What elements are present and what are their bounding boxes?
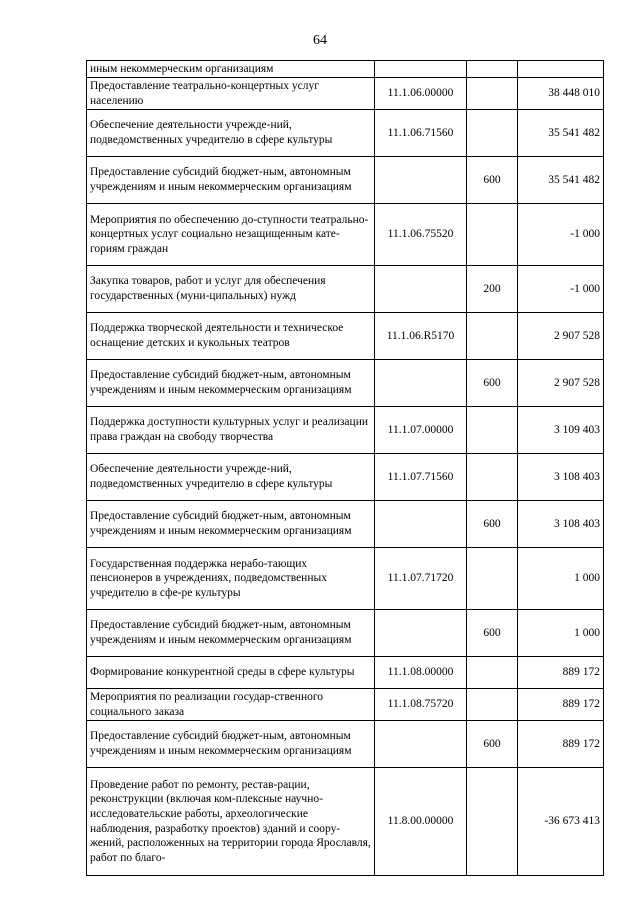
row-expense-type-cell [467,204,518,266]
row-expense-type-cell [467,657,518,689]
row-expense-type-cell: 200 [467,266,518,313]
row-code-cell: 11.1.06.00000 [375,78,467,110]
row-expense-type-cell [467,78,518,110]
row-name-cell: Предоставление субсидий бюджет-ным, автономным учреждениям и иным некоммерческим организациям [87,360,375,407]
row-expense-type-cell [467,407,518,454]
row-sum-cell: 889 172 [518,689,604,721]
row-code-cell [375,157,467,204]
page-number: 64 [313,33,327,48]
row-name-cell: Поддержка творческой деятельности и техническое оснащение детских и кукольных театров [87,313,375,360]
row-expense-type-cell [467,768,518,876]
row-name-cell: Обеспечение деятельности учрежде-ний, подведомственных учредителю в сфере культуры [87,454,375,501]
table-row [87,454,604,501]
row-name-cell: Поддержка доступности культурных услуг и реализации права граждан на свободу творчества [87,407,375,454]
table-row [87,689,604,721]
row-sum-cell: 3 108 403 [518,501,604,548]
budget-table [86,60,604,876]
row-code-cell [375,266,467,313]
row-expense-type-cell [467,454,518,501]
table-row [87,157,604,204]
table-row [87,110,604,157]
row-expense-type-cell [467,689,518,721]
row-expense-type-cell [467,548,518,610]
row-sum-cell: 38 448 010 [518,78,604,110]
row-code-cell [375,721,467,768]
row-name-cell: Государственная поддержка нерабо-тающих пенсионеров в учреждениях, подведомственных учредителю в сфе-ре культуры [87,548,375,610]
row-name-cell: Закупка товаров, работ и услуг для обеспечения государственных (муни-ципальных) нужд [87,266,375,313]
table-row [87,204,604,266]
row-code-cell [375,360,467,407]
row-code-cell: 11.8.00.00000 [375,768,467,876]
row-expense-type-cell: 600 [467,721,518,768]
row-sum-cell: 35 541 482 [518,157,604,204]
row-code-cell [375,501,467,548]
row-sum-cell: 889 172 [518,721,604,768]
row-expense-type-cell [467,110,518,157]
row-sum-cell: 3 108 403 [518,454,604,501]
table-row [87,78,604,110]
row-code-cell: 11.1.07.71560 [375,454,467,501]
row-expense-type-cell: 600 [467,501,518,548]
row-name-cell: Формирование конкурентной среды в сфере культуры [87,657,375,689]
table-row [87,548,604,610]
row-code-cell [375,610,467,657]
table-row [87,61,604,78]
budget-table-body [87,61,604,876]
row-expense-type-cell: 600 [467,610,518,657]
row-sum-cell: 2 907 528 [518,313,604,360]
row-code-cell: 11.1.08.75720 [375,689,467,721]
row-sum-cell: 3 109 403 [518,407,604,454]
row-name-cell: Мероприятия по обеспечению до-ступности театрально-концертных услуг социально незащищенным кате-гориям граждан [87,204,375,266]
row-name-cell: Проведение работ по ремонту, рестав-рации, реконструкции (включая ком-плексные научно-исследовательские работы, археологические наблюдения, разработку проектов) зданий и соору-жений, расположенных на территории города Ярославля, работ по благо- [87,768,375,876]
table-row [87,360,604,407]
row-code-cell: 11.1.07.00000 [375,407,467,454]
row-sum-cell: 1 000 [518,610,604,657]
row-name-cell: Обеспечение деятельности учрежде-ний, подведомственных учредителю в сфере культуры [87,110,375,157]
table-row [87,657,604,689]
table-row [87,610,604,657]
row-sum-cell: 889 172 [518,657,604,689]
row-code-cell: 11.1.06.R5170 [375,313,467,360]
row-name-cell: Предоставление субсидий бюджет-ным, автономным учреждениям и иным некоммерческим организациям [87,501,375,548]
row-sum-cell: -1 000 [518,266,604,313]
row-code-cell: 11.1.08.00000 [375,657,467,689]
table-row [87,501,604,548]
row-sum-cell: 1 000 [518,548,604,610]
row-name-cell: Предоставление субсидий бюджет-ным, автономным учреждениям и иным некоммерческим организациям [87,610,375,657]
row-name-cell: Предоставление театрально-концертных услуг населению [87,78,375,110]
row-code-cell: 11.1.07.71720 [375,548,467,610]
row-name-cell: иным некоммерческим организациям [87,61,375,78]
row-sum-cell: 2 907 528 [518,360,604,407]
row-code-cell [375,61,467,78]
row-name-cell: Предоставление субсидий бюджет-ным, автономным учреждениям и иным некоммерческим организациям [87,157,375,204]
row-code-cell: 11.1.06.71560 [375,110,467,157]
table-row [87,721,604,768]
table-row [87,768,604,876]
row-expense-type-cell [467,61,518,78]
row-sum-cell: -36 673 413 [518,768,604,876]
row-sum-cell: -1 000 [518,204,604,266]
row-name-cell: Предоставление субсидий бюджет-ным, автономным учреждениям и иным некоммерческим организациям [87,721,375,768]
table-row [87,313,604,360]
row-sum-cell [518,61,604,78]
table-row [87,266,604,313]
row-expense-type-cell [467,313,518,360]
row-expense-type-cell: 600 [467,360,518,407]
row-expense-type-cell: 600 [467,157,518,204]
row-code-cell: 11.1.06.75520 [375,204,467,266]
row-sum-cell: 35 541 482 [518,110,604,157]
table-row [87,407,604,454]
row-name-cell: Мероприятия по реализации государ-ственного социального заказа [87,689,375,721]
